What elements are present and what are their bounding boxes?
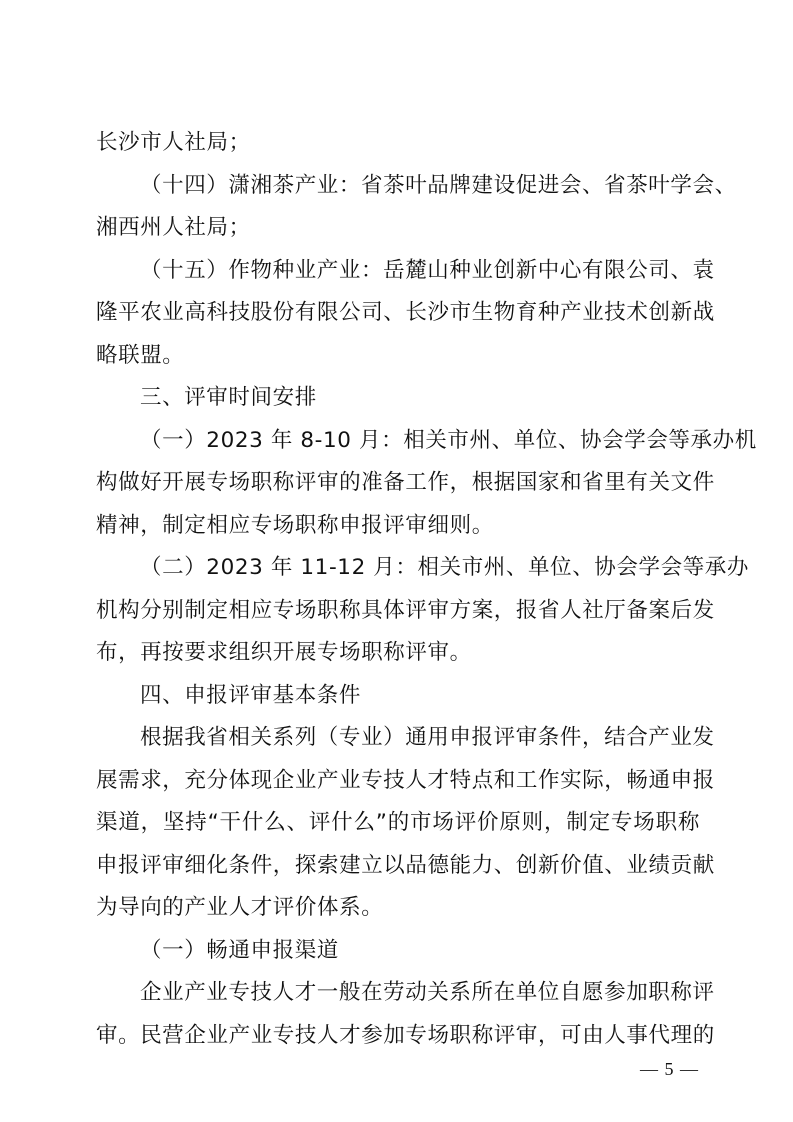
text-line: 审。民营企业产业专技人才参加专场职称评审，可由人事代理的 bbox=[96, 1023, 715, 1048]
text-line: （二）2023 年 11-12 月：相关市州、单位、协会学会等承办 bbox=[140, 555, 749, 580]
section-heading: 三、评审时间安排 bbox=[140, 385, 317, 410]
page-number: — 5 — bbox=[640, 1059, 699, 1079]
text-line: 展需求，充分体现企业产业专技人才特点和工作实际，畅通申报 bbox=[96, 768, 715, 793]
text-line: 湘西州人社局； bbox=[96, 215, 251, 240]
text-line: 为导向的产业人才评价体系。 bbox=[96, 895, 384, 920]
text-line: 构做好开展专场职称评审的准备工作，根据国家和省里有关文件 bbox=[96, 470, 715, 495]
subsection-heading: （一）畅通申报渠道 bbox=[140, 938, 339, 963]
text-line: 企业产业专技人才一般在劳动关系所在单位自愿参加职称评 bbox=[140, 980, 715, 1005]
text-line: 申报评审细化条件，探索建立以品德能力、创新价值、业绩贡献 bbox=[96, 853, 715, 878]
text-line: 渠道，坚持“干什么、评什么”的市场评价原则，制定专场职称 bbox=[96, 810, 700, 835]
text-line: （十五）作物种业产业：岳麓山种业创新中心有限公司、袁 bbox=[140, 258, 715, 283]
text-line: 略联盟。 bbox=[96, 343, 185, 368]
text-line: 隆平农业高科技股份有限公司、长沙市生物育种产业技术创新战 bbox=[96, 300, 715, 325]
text-line: 长沙市人社局； bbox=[96, 130, 251, 155]
text-line: （一）2023 年 8-10 月：相关市州、单位、协会学会等承办机 bbox=[140, 428, 757, 453]
section-heading: 四、申报评审基本条件 bbox=[140, 683, 362, 708]
text-line: 机构分别制定相应专场职称具体评审方案，报省人社厅备案后发 bbox=[96, 598, 715, 623]
text-line: （十四）潇湘茶产业：省茶叶品牌建设促进会、省茶叶学会、 bbox=[140, 173, 737, 198]
text-line: 根据我省相关系列（专业）通用申报评审条件，结合产业发 bbox=[140, 725, 715, 750]
text-line: 精神，制定相应专场职称申报评审细则。 bbox=[96, 513, 494, 538]
text-line: 布，再按要求组织开展专场职称评审。 bbox=[96, 640, 472, 665]
